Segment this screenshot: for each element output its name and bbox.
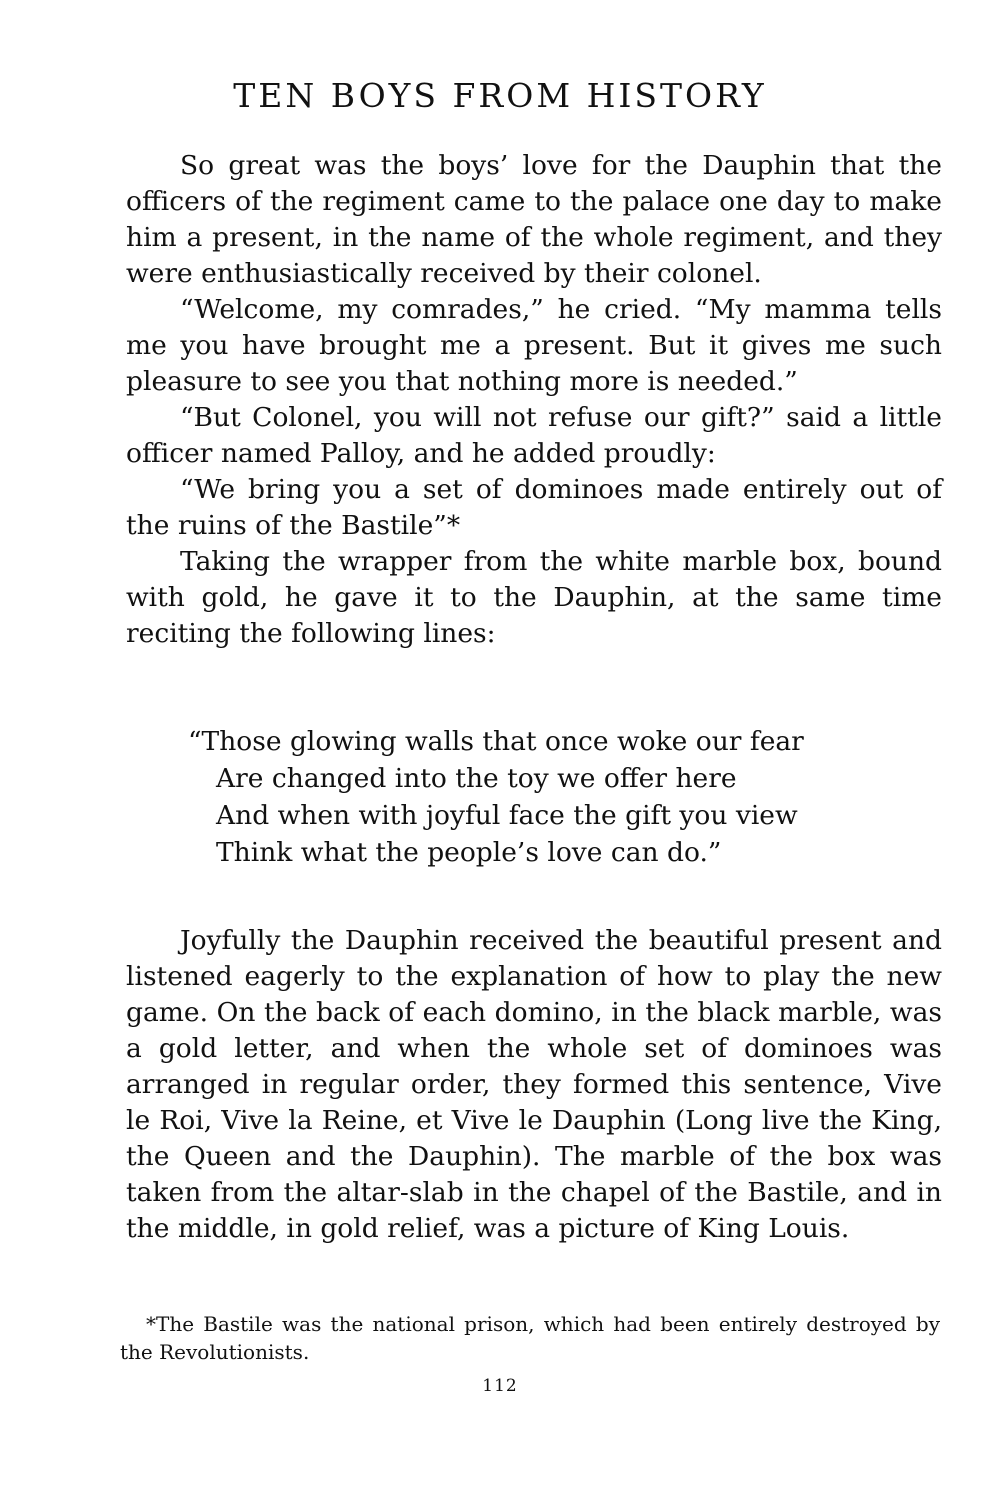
body-text-top <box>126 148 942 652</box>
poem-line: And when with joyful face the gift you view <box>216 800 798 831</box>
footnote <box>120 1310 940 1366</box>
body-text-bottom <box>126 923 942 1247</box>
paragraph: “But Colonel, you will not refuse our gift?” said a little officer named Palloy, and he added proudly: <box>126 402 942 469</box>
running-head-title: TEN BOYS FROM HISTORY <box>233 76 767 115</box>
paragraph: “Welcome, my comrades,” he cried. “My mamma tells me you have brought me a present. But it gives me such pleasure to see you that nothing more is needed.” <box>126 294 942 397</box>
poem-line: Are changed into the toy we offer here <box>216 763 737 794</box>
paragraph: Taking the wrapper from the white marble box, bound with gold, he gave it to the Dauphin, at the same time reciting the following lines: <box>126 546 942 649</box>
paragraph: So great was the boys’ love for the Dauphin that the officers of the regiment came to the palace one day to make him a present, in the name of the whole regiment, and they were enthusiastically received by their colonel. <box>126 150 942 289</box>
footnote-text: *The Bastile was the national prison, which had been entirely destroyed by the Revolutionists. <box>120 1312 940 1364</box>
poem-line: “Those glowing walls that once woke our fear <box>188 726 804 757</box>
poem-line: Think what the people’s love can do.” <box>216 837 722 868</box>
paragraph: Joyfully the Dauphin received the beautiful present and listened eagerly to the explanation of how to play the new game. On the back of each domino, in the black marble, was a gold letter, and when the whole set of dominoes was arranged in regular order, they formed this sentence, Vive le Roi, Vive la Reine, et Vive le Dauphin (Long live the King, the Queen and the Dauphin). The marble of the box was taken from the altar-slab in the chapel of the Bastile, and in the middle, in gold relief, was a picture of King Louis. <box>126 925 942 1244</box>
poem-stanza <box>188 723 908 871</box>
paragraph: “We bring you a set of dominoes made entirely out of the ruins of the Bastile”* <box>126 474 942 541</box>
page-number: 112 <box>482 1376 518 1396</box>
